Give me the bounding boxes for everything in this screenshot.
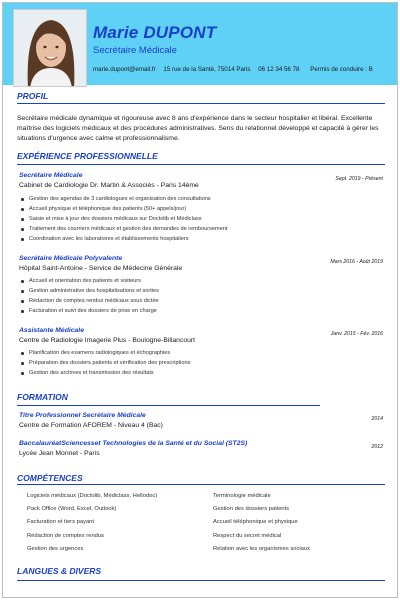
task-item: Préparation des dossiers patients et vérification des prescriptions: [21, 358, 190, 368]
cv-page: [2, 2, 398, 598]
job-title: Secrétaire Médicale: [19, 172, 83, 179]
contact-license: Permis de conduire : B: [310, 66, 373, 73]
education-year: 2012: [371, 444, 383, 450]
skills-left-column: [27, 490, 157, 556]
education-school: Lycée Jean Monnet - Paris: [19, 450, 100, 457]
profile-photo: [13, 9, 87, 87]
task-item: Accueil et orientation des patients et visiteurs: [21, 276, 159, 286]
job-date: Sept. 2019 - Présent: [335, 176, 383, 182]
job-tasks: [21, 194, 227, 244]
skill-item: Relation avec les organismes sociaux: [213, 545, 310, 552]
skill-item: Gestion des dossiers patients: [213, 506, 290, 513]
task-item: Gestion des agendas de 3 cardiologues et organisation des consultations: [21, 194, 227, 204]
skill-item: Logiciels médicaux (Doctolib, Médiclass, Hellodoc): [27, 493, 158, 499]
task-item: Planification des examens radiologiques et échographies: [21, 348, 190, 358]
skill-item: Accueil téléphonique et physique: [213, 519, 298, 526]
skill-item: Terminologie médicale: [213, 493, 271, 499]
job-company: Centre de Radiologie Imagerie Plus - Boulogne-Billancourt: [19, 337, 196, 344]
task-item: Gestion administrative des hospitalisations et sorties: [21, 286, 159, 296]
candidate-title: Secrétaire Médicale: [93, 45, 177, 56]
experience-divider: [17, 164, 385, 165]
job-company: Hôpital Saint-Antoine - Service de Médecine Générale: [19, 265, 183, 272]
education-title: BaccalauréatSciencesset Technologies de la Santé et du Social (ST2S): [19, 440, 248, 447]
cv-header: [3, 3, 397, 85]
profile-text: Secrétaire médicale dynamique et rigoureuse avec 8 ans d'expérience dans le secteur hospitalier et libéral. Excellente maîtrise des logiciels médicaux et des procédures administratives. Sens du relationnel développé et capacité à gérer les situations d'urgence avec calme et professionnalisme.: [17, 115, 379, 142]
task-item: Coordination avec les laboratoires et établissements hospitaliers: [21, 234, 227, 244]
languages-divider: [17, 580, 385, 581]
education-divider: [17, 405, 320, 406]
experience-heading: EXPÉRIENCE PROFESSIONNELLE: [17, 151, 158, 161]
skill-item: Facturation et tiers payant: [27, 519, 95, 526]
job-company: Cabinet de Cardiologie Dr. Martin & Associés - Paris 14ème: [19, 182, 199, 189]
education-heading: FORMATION: [17, 392, 68, 402]
task-item: Rédaction de comptes rendus médicaux sous dictée: [21, 296, 159, 306]
profile-divider: [17, 103, 385, 104]
job-title: Assistante Médicale: [19, 327, 84, 334]
job-tasks: [21, 348, 190, 378]
job-date: Janv. 2015 - Fév. 2016: [330, 331, 383, 337]
task-item: Saisie et mise à jour des dossiers médicaux sur Doctolib et Médiclass: [21, 214, 227, 224]
education-year: 2014: [371, 416, 383, 422]
skill-item: Rédaction de comptes rendus: [27, 532, 105, 539]
job-tasks: [21, 276, 159, 316]
task-item: Facturation et suivi des dossiers de prise en charge: [21, 306, 159, 316]
skills-right-column: [213, 490, 310, 556]
contact-line: [93, 66, 379, 73]
candidate-name: Marie DUPONT: [93, 23, 217, 42]
contact-address: 15 rue de la Santé, 75014 Paris: [163, 66, 251, 73]
skills-heading: COMPÉTENCES: [17, 473, 83, 483]
skill-item: Respect du secret médical: [213, 532, 282, 539]
profile-heading: PROFIL: [17, 91, 49, 101]
contact-phone: 06 12 34 56 78: [258, 66, 300, 73]
task-item: Traitement des courriers médicaux et gestion des demandes de remboursement: [21, 224, 227, 234]
task-item: Gestion des archives et transmission des résultats: [21, 368, 190, 378]
task-item: Accueil physique et téléphonique des patients (50+ appels/jour): [21, 204, 227, 214]
skill-item: Pack Office (Word, Excel, Outlook): [27, 506, 117, 513]
languages-heading: LANGUES & DIVERS: [17, 566, 102, 576]
contact-email[interactable]: marie.dupont@email.fr: [93, 66, 156, 73]
skills-divider: [17, 484, 385, 485]
job-date: Mars 2016 - Août 2019: [330, 259, 383, 265]
education-title: Titre Professionnel Secrétaire Médicale: [19, 412, 146, 419]
job-title: Secrétaire Médicale Polyvalente: [19, 255, 123, 262]
skill-item: Gestion des urgences: [27, 545, 84, 552]
education-school: Centre de Formation AFOREM - Niveau 4 (Bac): [19, 422, 163, 429]
